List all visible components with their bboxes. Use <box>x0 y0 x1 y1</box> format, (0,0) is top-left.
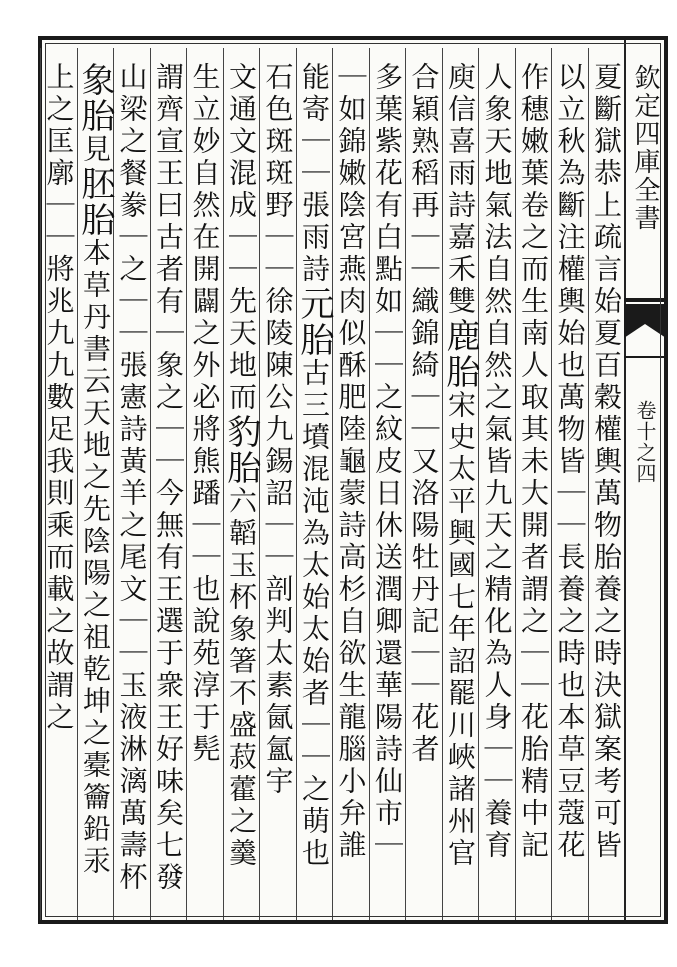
entry-text: 生立妙自然在開闢之外 <box>188 62 222 382</box>
text-column <box>259 48 296 920</box>
text-column <box>40 48 77 920</box>
entry-heading: 豹胎 <box>221 414 261 486</box>
entry-heading: 鹿胎 <box>440 318 480 390</box>
text-column <box>223 48 260 920</box>
text-column <box>515 48 552 920</box>
text-column <box>551 48 588 920</box>
entry-text: 見 <box>79 134 112 166</box>
entry-text: 山梁之餐豢｜之｜｜張憲詩黃羊之尾文｜｜玉液淋漓萬壽杯 <box>115 62 149 894</box>
entry-text: 文通文混成｜｜先天地而 <box>225 62 258 414</box>
entry-text: 作穗嫩葉卷之而生南人取其未大開者謂之｜｜花胎精中記 <box>517 62 550 862</box>
book-title: 欽定四庫全書 <box>630 64 660 232</box>
text-column <box>150 48 187 920</box>
text-column <box>113 48 150 920</box>
entry-heading: 象胎 <box>75 62 115 134</box>
text-column <box>478 48 515 920</box>
text-column <box>186 48 223 920</box>
book-page <box>38 36 668 924</box>
text-column <box>296 48 333 920</box>
text-column <box>588 48 625 920</box>
text-column <box>405 48 442 920</box>
entry-text: 能寄｜｜張雨詩 <box>298 62 331 286</box>
entry-text: 庾信喜雨詩嘉禾雙 <box>444 62 477 318</box>
entry-text: 必將熊蹯｜｜也說苑淳于髡 <box>188 382 222 766</box>
entry-text: 石色斑斑野｜｜ <box>261 62 295 286</box>
text-column <box>369 48 406 920</box>
entry-text: 徐陵陳公九錫詔｜｜剖判太素氤氳宇 <box>261 286 295 798</box>
entry-text: 以立秋為斷注權輿始也萬物皆｜｜長養之時也本草豆蔻花 <box>553 62 587 862</box>
entry-text: 本草丹書云天地之先陰陽之祖乾坤之橐籥鉛汞 <box>79 238 112 878</box>
entry-text: ｜如錦嫩陰宮燕肉似酥肥陸龜蒙詩高杉自欲生龍腦小弁誰 <box>334 62 368 862</box>
entry-text: 上 <box>42 62 76 94</box>
entry-text: 合穎熟稻再｜｜ <box>407 62 441 286</box>
entry-text: 古三墳混沌為太始太始者｜｜之萌也 <box>298 358 331 870</box>
page-margin-header <box>624 40 664 920</box>
entry-heading: 胚胎 <box>75 166 115 238</box>
entry-text: 織錦綺｜｜又洛陽牡丹記｜｜花者 <box>407 286 441 766</box>
text-column <box>442 48 479 920</box>
entry-heading: 元胎 <box>294 286 334 358</box>
fishtail-mark-icon <box>624 298 666 360</box>
entry-text: 多葉紫花有白點如｜｜之紋皮日休送潤卿還華陽詩仙市｜ <box>371 62 404 862</box>
volume-number: 卷十之四 <box>633 400 657 484</box>
entry-text: 宋史太平興國七年詔罷川峽諸州官 <box>444 390 477 870</box>
entry-text: 之匡廓｜｜將兆九九數足我則乘而載之故謂之 <box>42 94 76 734</box>
entry-text: 人象天地氣法自然自然之氣皆九天之精化為人身｜｜養育 <box>480 62 514 862</box>
text-column <box>77 48 114 920</box>
entry-text: 夏斷獄恭上疏言始夏百穀權輿萬物胎養之時決獄案考可皆 <box>590 62 623 862</box>
entry-text: 六韜玉杯象箸不盛菽藿之羹 <box>225 486 258 870</box>
text-column <box>332 48 369 920</box>
entry-text: 謂齊宣王曰古者有｜象之｜｜今無有王選于衆王好味矣七發 <box>152 62 185 894</box>
